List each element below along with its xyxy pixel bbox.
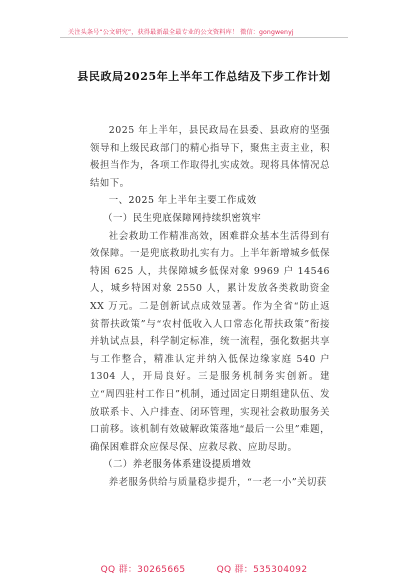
subsection-2-paragraph: 养老服务供给与质量稳步提升，“一老一小”关切获 [108, 476, 327, 488]
header-divider [60, 37, 348, 38]
footer-qq-group-1: QQ 群：30265665 [100, 565, 186, 575]
subsection-1-paragraph: 社会救助工作精准高效，困难群众基本生活得到有效保障。一是兜底救助扎实有力。上半年新增城乡低保特困 625 人，共保障城乡低保对象 9969 户 14546 人，城乡特困对象 2550 人，累计发放各类救助资金 XX 万元。二是创新试点成效显著。作为全省“防止返贫帮扶政策”与“农村低收入人口常态化帮扶政策”衔接并轨试点县，科学制定标准，统一流程，强化数据共享与工作整合，精准认定并纳入低保边缘家庭 540 户 1304 人，开局良好。三是服务机制务实创新。建立“周四驻村工作日”机制，通过固定日期组建队伍、发放联系卡、入户排查、闭环管理，实现社会救助服务关口前移。该机制有效破解政策落地“最后一公里”难题，确保困难群众应保尽保、应救尽救、应助尽助。 [90, 230, 330, 453]
header-banner: 关注头条号“公文研究”，获得最新最全最专业的公文资料库！ 微信：gongwenyj [68, 29, 294, 36]
subsection-heading-1: （一）民生兜底保障网持续织密筑牢 [103, 212, 262, 224]
footer-contact [0, 562, 408, 575]
footer-qq-group-2: QQ 群：535304092 [216, 565, 308, 575]
section-heading: 一、2025 年上半年主要工作成效 [108, 195, 257, 207]
document-body [90, 120, 330, 491]
document-title: 县民政局2025年上半年工作总结及下步工作计划 [77, 70, 331, 83]
intro-paragraph: 2025 年上半年，县民政局在县委、县政府的坚强领导和上级民政部门的精心指导下，聚焦主责主业，积极担当作为，各项工作取得扎实成效。现将具体情况总结如下。 [90, 125, 330, 189]
subsection-heading-2: （二）养老服务体系建设提质增效 [103, 459, 252, 471]
